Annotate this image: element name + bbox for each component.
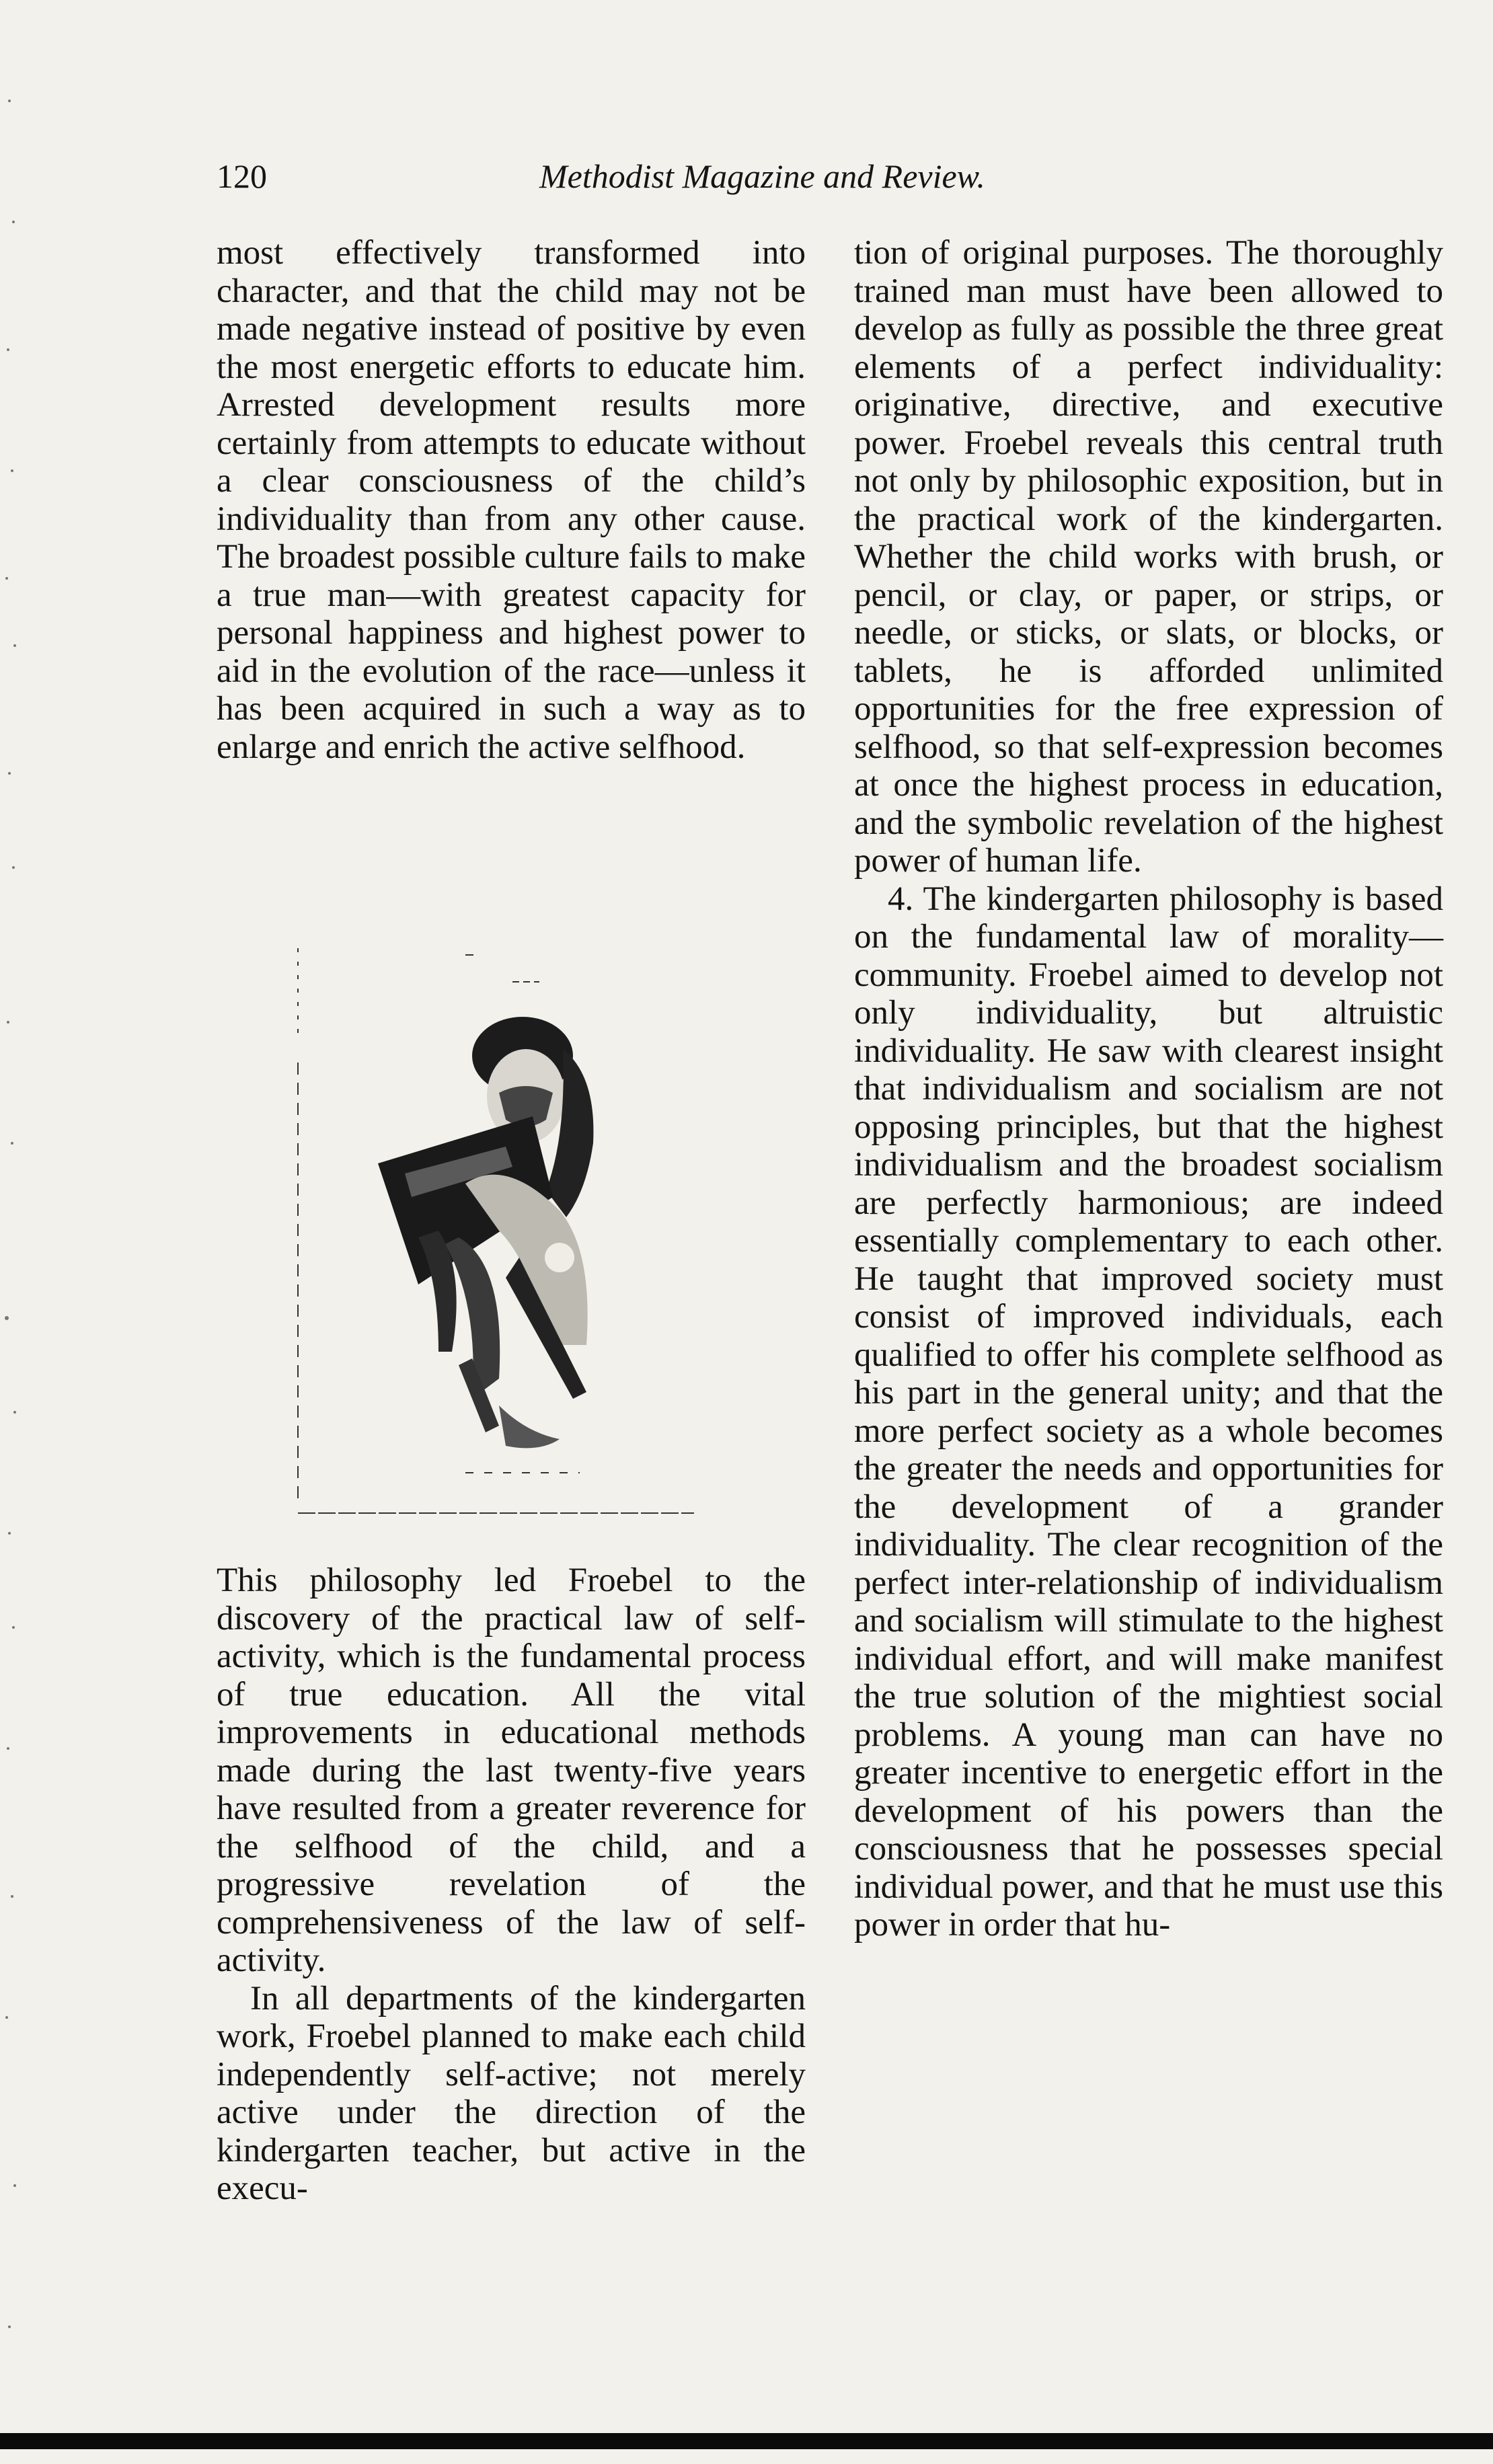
- page-number: 120: [217, 157, 267, 195]
- left-column-top: [217, 234, 806, 766]
- right-column: [854, 234, 1443, 1944]
- paragraph: This philosophy led Froebel to the discovery of the practical law of self-activity, which is the fundamental process of true education. All the vital improvements in educational methods made during the last twenty-five years have resulted from a greater reverence for the selfhood of the child, and a progressive revelation of the comprehensiveness of the law of self-activity.: [217, 1562, 806, 1979]
- scan-edge-bar: [0, 2433, 1493, 2449]
- portrait-photo-icon: [297, 941, 701, 1520]
- paragraph: most effectively transformed into character, and that the child may not be made negative instead of positive by even the most energetic efforts to educate him. Arrested development results more certainly from attempts to educate without a clear consciousness of the child’s individuality than from any other cause. The broadest possible culture fails to make a true man—with greatest capacity for personal happiness and highest power to aid in the evolution of the race—unless it has been acquired in such a way as to enlarge and enrich the active selfhood.: [217, 234, 806, 766]
- running-title: Methodist Magazine and Review.: [539, 157, 985, 195]
- paragraph: In all departments of the kindergarten work, Froebel planned to make each child independently self-active; not merely active under the direction of the kindergarten teacher, but active in the execu-: [217, 1979, 806, 2207]
- portrait-figure: [297, 941, 701, 1520]
- scan-margin-specks: [0, 0, 27, 2461]
- left-column-bottom: [217, 1562, 806, 2208]
- page-header: [217, 149, 1138, 203]
- paragraph: 4. The kindergarten philosophy is based on the fundamental law of morality—community. Froebel aimed to develop not only individuality, but altruistic individuality. He saw with clearest insight that individualism and socialism are not opposing principles, but that the highest individualism and the broadest socialism are perfectly harmonious; are indeed essentially complementary to each other. He taught that improved society must consist of improved individuals, each qualified to offer his complete selfhood as his part in the general unity; and that the more perfect society as a whole becomes the greater the needs and opportunities for the development of a grander individuality. The clear recognition of the perfect inter-relationship of individualism and socialism will stimulate to the highest individual effort, and will make manifest the true solution of the mightiest social problems. A young man can have no greater incentive to energetic effort in the development of his powers than the consciousness that he possesses special individual power, and that he must use this power in order that hu-: [854, 880, 1443, 1943]
- scan-specks-graphic: [0, 0, 27, 2461]
- paragraph: tion of original purposes. The thoroughly trained man must have been allowed to develop as fully as possible the three great elements of a perfect individuality: originative, directive, and executive power. Froebel reveals this central truth not only by philosophic exposition, but in the practical work of the kindergarten. Whether the child works with brush, or pencil, or clay, or paper, or strips, or needle, or sticks, or slats, or blocks, or tablets, he is afforded unlimited opportunities for the free expression of selfhood, so that self-expression becomes at once the highest process in education, and the symbolic revelation of the highest power of human life.: [854, 234, 1443, 880]
